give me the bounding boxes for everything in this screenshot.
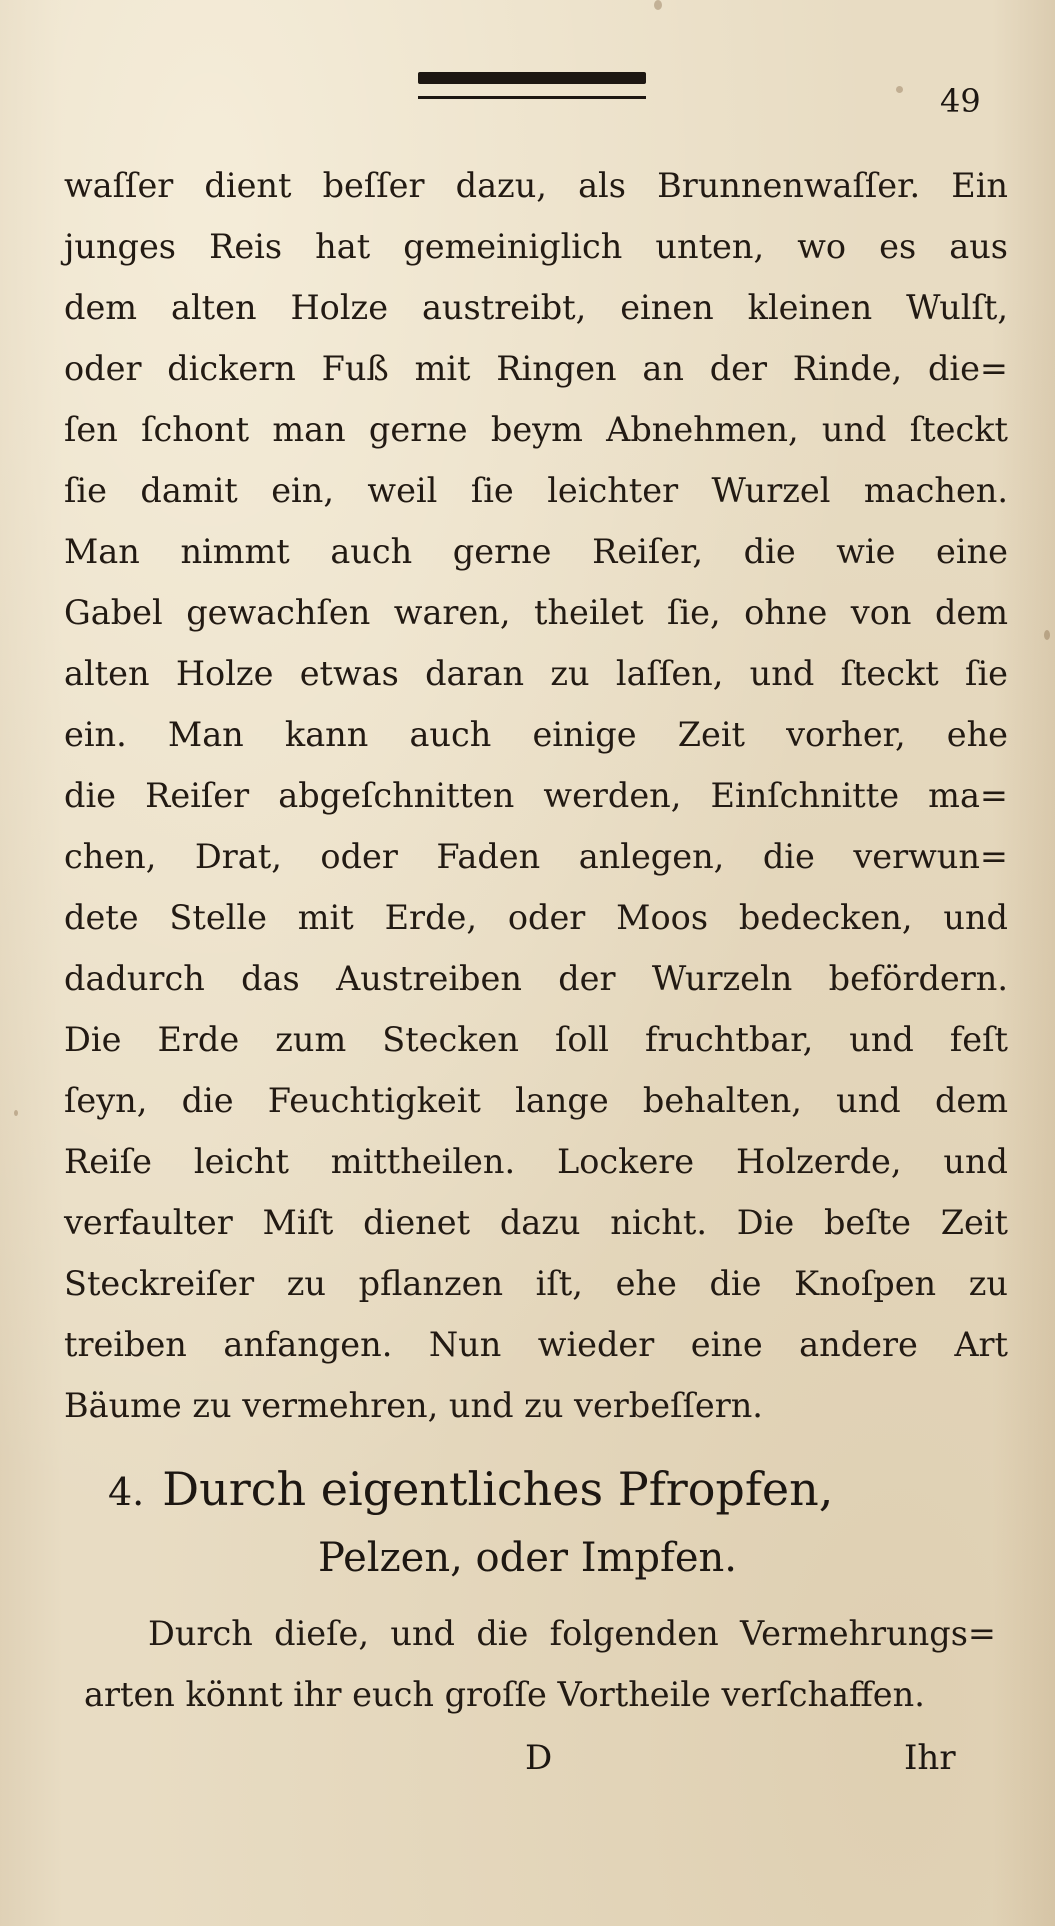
header-rule-thin bbox=[418, 96, 646, 99]
text-line: junges Reis hat gemeiniglich unten, wo es aus bbox=[64, 227, 1008, 266]
page-number: 49 bbox=[940, 82, 981, 120]
header-rule bbox=[418, 72, 646, 106]
text-line: Durch dieſe, und die folgenden Vermehrungs= bbox=[148, 1614, 996, 1653]
text-line: Steckreiſer zu pflanzen iſt, ehe die Knoſpen zu bbox=[64, 1264, 1008, 1303]
text-line: dadurch das Austreiben der Wurzeln befördern. bbox=[64, 959, 1008, 998]
paper-speck bbox=[654, 0, 662, 10]
text-line: ſie damit ein, weil ſie leichter Wurzel machen. bbox=[64, 471, 1008, 510]
section-title: Durch eigentliches Pfropfen, bbox=[162, 1462, 834, 1516]
catchword: Ihr bbox=[904, 1738, 956, 1778]
text-line: Reiſe leicht mittheilen. Lockere Holzerde, und bbox=[64, 1142, 1008, 1181]
header-rule-thick bbox=[418, 72, 646, 84]
paper-speck bbox=[1044, 630, 1050, 640]
text-line: ſeyn, die Feuchtigkeit lange behalten, und dem bbox=[64, 1081, 1008, 1120]
body-paragraph bbox=[64, 155, 1008, 1436]
text-line: Man nimmt auch gerne Reiſer, die wie eine bbox=[64, 532, 1008, 571]
paper-speck bbox=[14, 1110, 18, 1116]
text-line: Bäume zu vermehren, und zu verbeſſern. bbox=[64, 1386, 763, 1425]
text-line: waſſer dient beſſer dazu, als Brunnenwaſſer. Ein bbox=[64, 166, 1008, 205]
signature-mark: D bbox=[525, 1738, 553, 1778]
section-paragraph bbox=[84, 1603, 996, 1725]
text-line: verfaulter Miſt dienet dazu nicht. Die beſte Zeit bbox=[64, 1203, 1008, 1242]
text-line: treiben anfangen. Nun wieder eine andere Art bbox=[64, 1325, 1008, 1364]
text-line: alten Holze etwas daran zu laſſen, und ſteckt ſie bbox=[64, 654, 1008, 693]
text-line: oder dickern Fuß mit Ringen an der Rinde, die= bbox=[64, 349, 1008, 388]
section-heading bbox=[108, 1457, 988, 1524]
text-line: die Reiſer abgeſchnitten werden, Einſchnitte ma= bbox=[64, 776, 1008, 815]
section-subtitle: Pelzen, oder Impfen. bbox=[317, 1535, 737, 1581]
text-line: dem alten Holze austreibt, einen kleinen Wulſt, bbox=[64, 288, 1008, 327]
paper-speck bbox=[896, 86, 903, 93]
text-line: Gabel gewachſen waren, theilet ſie, ohne von dem bbox=[64, 593, 1008, 632]
text-line: ein. Man kann auch einige Zeit vorher, ehe bbox=[64, 715, 1008, 754]
section-number: 4. bbox=[108, 1470, 145, 1514]
text-line: dete Stelle mit Erde, oder Moos bedecken, und bbox=[64, 898, 1008, 937]
text-line: ſen ſchont man gerne beym Abnehmen, und ſteckt bbox=[64, 410, 1008, 449]
text-line: arten könnt ihr euch groſſe Vortheile verſchaffen. bbox=[84, 1675, 925, 1714]
text-line: chen, Drat, oder Faden anlegen, die verwun= bbox=[64, 837, 1008, 876]
text-line: Die Erde zum Stecken ſoll fruchtbar, und feſt bbox=[64, 1020, 1008, 1059]
